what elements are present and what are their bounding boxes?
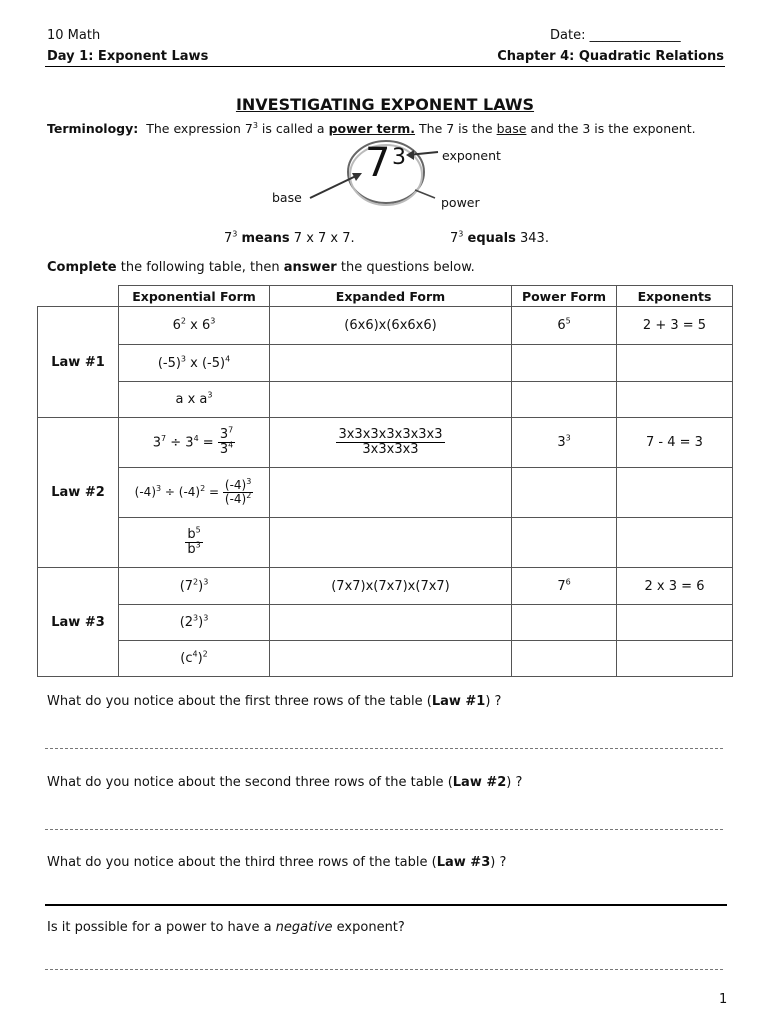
exponent-table — [37, 285, 733, 677]
base-word: base — [496, 121, 527, 136]
exponent-label: exponent — [442, 148, 501, 163]
exp-form-3-div: $3^7 \div 3^4$ = $\frac{3^7}{3^4}$ — [119, 418, 270, 468]
exponents-r6[interactable] — [617, 518, 733, 568]
means-expanded: 7 x 7 x 7. — [293, 231, 355, 246]
question-4: Is it possible for a power to have a negative exponent? — [47, 920, 405, 935]
power-r8[interactable] — [512, 605, 617, 641]
table-row — [38, 468, 733, 518]
table-corner — [38, 286, 119, 307]
exponents-r1: 2 + 3 = 5 — [617, 307, 733, 345]
table-row — [38, 307, 733, 345]
exp-form-2cube-cube: $(2^3)^3$ — [119, 605, 270, 641]
power-r5[interactable] — [512, 468, 617, 518]
chapter-label: Chapter 4: Quadratic Relations — [497, 49, 724, 64]
power-r3[interactable] — [512, 382, 617, 418]
equals-base: 7 — [450, 231, 459, 246]
base-label: base — [272, 190, 302, 205]
header-rule — [45, 66, 725, 67]
power-r6[interactable] — [512, 518, 617, 568]
equals-value: 343. — [520, 231, 549, 246]
terminology-text1: The expression 7 — [146, 121, 253, 136]
power-label: power — [441, 195, 480, 210]
exp-form-c4-sq: $(c^4)^2$ — [119, 641, 270, 677]
table-row — [38, 605, 733, 641]
means-base: 7 — [224, 231, 233, 246]
terminology-text4: and the 3 is the exponent. — [526, 121, 696, 136]
diagram-exp-digit: 3 — [392, 145, 406, 170]
page-title: INVESTIGATING EXPONENT LAWS — [235, 95, 535, 114]
section-divider — [45, 904, 727, 906]
instruction-answer: answer — [283, 260, 337, 275]
law-3-label: Law #3 — [38, 568, 119, 677]
instruction-mid: the following table, then — [116, 260, 284, 275]
instruction-line — [47, 260, 475, 275]
exponents-r7: 2 x 3 = 6 — [617, 568, 733, 605]
instruction-end: the questions below. — [336, 260, 475, 275]
terminology-line — [47, 121, 696, 136]
exp-form-7sq-cube: $(7^2)^3$ — [119, 568, 270, 605]
power-pointer — [415, 190, 435, 198]
question-3: What do you notice about the third three rows of the table (Law #3) ? — [47, 855, 507, 870]
exponents-r3[interactable] — [617, 382, 733, 418]
answer-line-1[interactable] — [45, 748, 723, 749]
expanded-r6[interactable] — [270, 518, 512, 568]
question-2: What do you notice about the second three rows of the table (Law #2) ? — [47, 775, 523, 790]
header-exponential: Exponential Form — [119, 286, 270, 307]
means-statement — [224, 231, 355, 246]
exponents-r5[interactable] — [617, 468, 733, 518]
terminology-sup: 3 — [252, 120, 258, 130]
terminology-text3: The 7 is the — [415, 121, 497, 136]
power-term-label: power term. — [328, 121, 416, 136]
exp-form-b-frac: $\frac{b^5}{b^3}$ — [119, 518, 270, 568]
expanded-r9[interactable] — [270, 641, 512, 677]
header-power: Power Form — [512, 286, 617, 307]
base-arrow — [310, 175, 358, 198]
expanded-r3[interactable] — [270, 382, 512, 418]
answer-line-4[interactable] — [45, 969, 723, 970]
course-label: 10 Math — [47, 28, 101, 43]
day-label: Day 1: Exponent Laws — [47, 49, 209, 64]
page-number: 1 — [719, 992, 728, 1007]
terminology-label: Terminology: — [47, 121, 139, 136]
law-2-label: Law #2 — [38, 418, 119, 568]
expanded-r5[interactable] — [270, 468, 512, 518]
equals-word: equals — [467, 231, 516, 246]
date-label: Date: ______________ — [550, 28, 681, 43]
expanded-r4: $\frac{3x3x3x3x3x3x3}{3x3x3x3}$ — [270, 418, 512, 468]
power-r9[interactable] — [512, 641, 617, 677]
exp-form-6sq-6cube: $6^2$ x $6^3$ — [119, 307, 270, 345]
means-exp: 3 — [232, 229, 238, 239]
table-row — [38, 418, 733, 468]
expanded-r1: (6x6)x(6x6x6) — [270, 307, 512, 345]
equals-statement — [450, 231, 549, 246]
diagram-base-digit: 7 — [365, 140, 391, 186]
power-r1: $6^5$ — [512, 307, 617, 345]
expanded-r2[interactable] — [270, 345, 512, 382]
exponents-r2[interactable] — [617, 345, 733, 382]
power-r7: $7^6$ — [512, 568, 617, 605]
exponents-r9[interactable] — [617, 641, 733, 677]
table-row — [38, 641, 733, 677]
power-r4: $3^3$ — [512, 418, 617, 468]
answer-line-2[interactable] — [45, 829, 723, 830]
table-header-row — [38, 286, 733, 307]
means-word: means — [241, 231, 290, 246]
equals-exp: 3 — [458, 229, 464, 239]
header-exponents: Exponents — [617, 286, 733, 307]
table-row — [38, 382, 733, 418]
instruction-complete: Complete — [47, 260, 117, 275]
table-row — [38, 345, 733, 382]
exp-form-neg4-div: $(-4)^3 \div (-4)^2$ = $\frac{(-4)^3}{(-4)^2}$ — [119, 468, 270, 518]
exponents-r8[interactable] — [617, 605, 733, 641]
expanded-r8[interactable] — [270, 605, 512, 641]
question-1: What do you notice about the first three rows of the table (Law #1) ? — [47, 694, 502, 709]
law-1-label: Law #1 — [38, 307, 119, 418]
exponents-r4: 7 - 4 = 3 — [617, 418, 733, 468]
table-row — [38, 518, 733, 568]
power-r2[interactable] — [512, 345, 617, 382]
terminology-text2: is called a — [257, 121, 329, 136]
header-expanded: Expanded Form — [270, 286, 512, 307]
expanded-r7: (7x7)x(7x7)x(7x7) — [270, 568, 512, 605]
exp-form-a: a x $a^3$ — [119, 382, 270, 418]
exp-form-neg5: $(-5)^3$ x $(-5)^4$ — [119, 345, 270, 382]
table-row — [38, 568, 733, 605]
